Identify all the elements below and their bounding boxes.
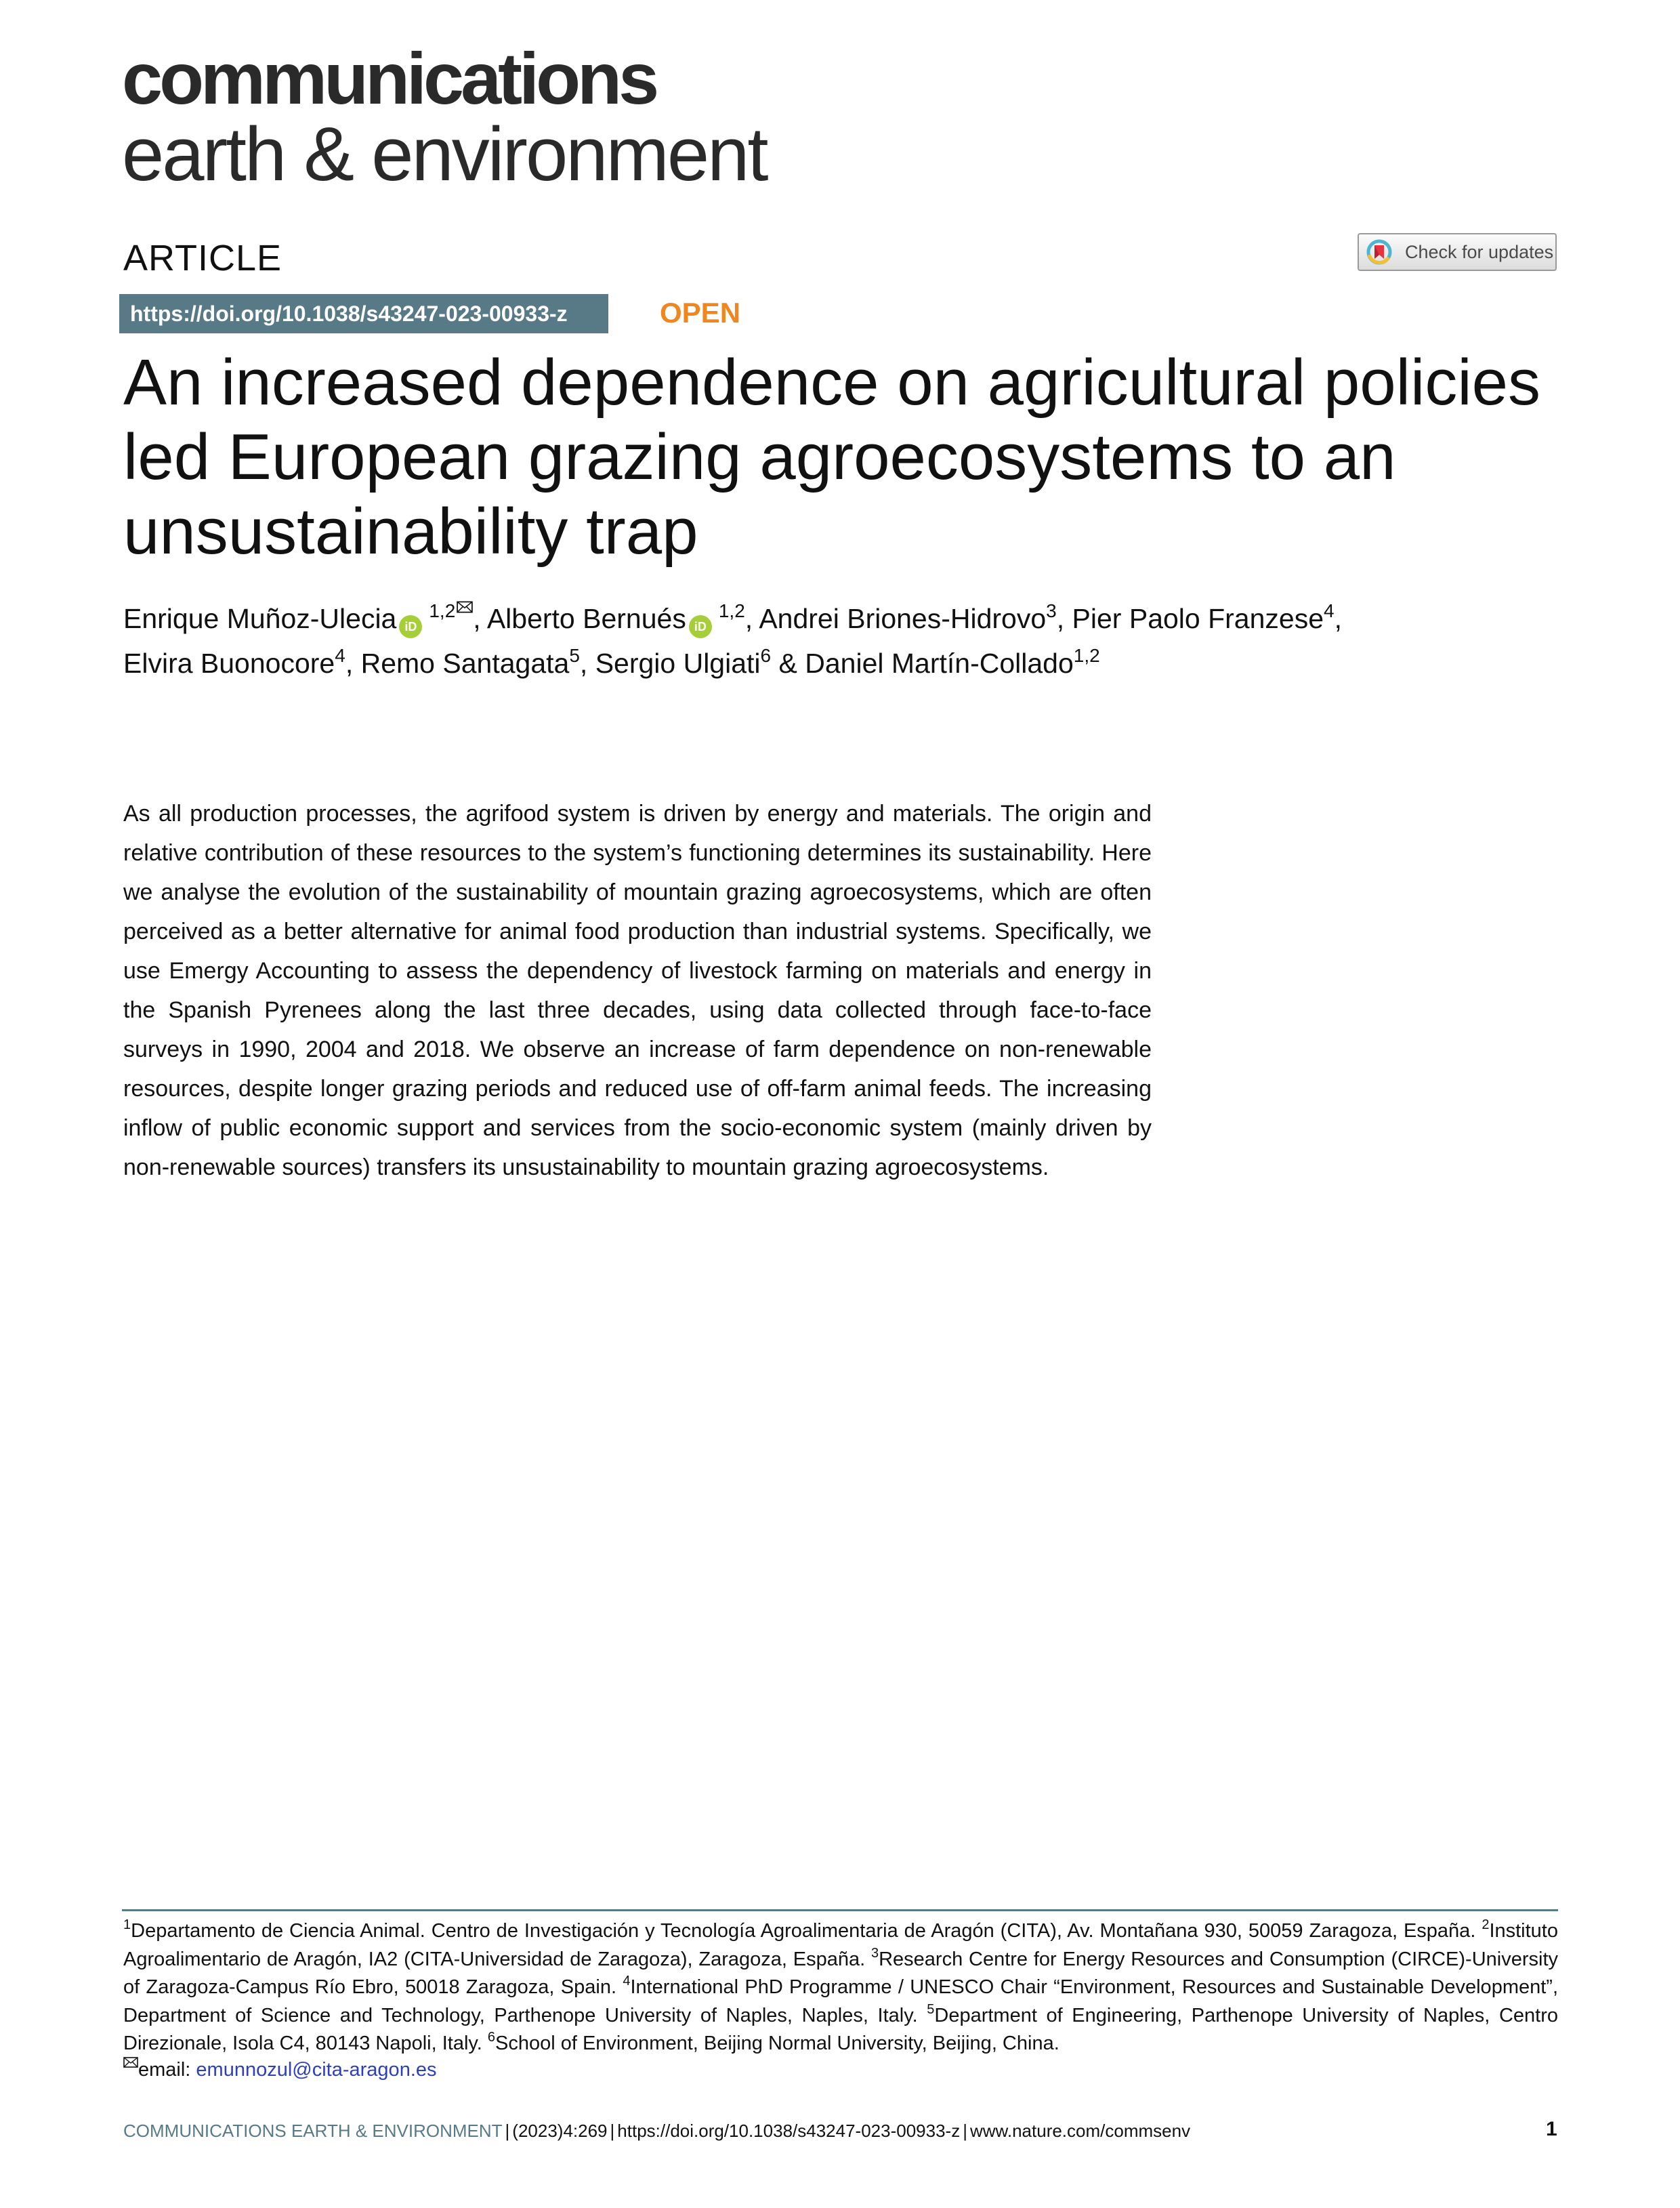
author-affiliation-ref: 5 xyxy=(569,645,580,666)
check-for-updates-button[interactable] xyxy=(1358,233,1557,271)
article-title: An increased dependence on agricultural policies led European grazing agroecosystems to an unsustainability trap xyxy=(123,346,1541,568)
email-label: email: xyxy=(138,2059,196,2081)
affiliation-number: 5 xyxy=(927,2001,935,2017)
affiliation-text: Instituto Agroalimentario de Aragón, IA2 (CITA-Universidad de Zaragoza), Zaragoza, España. xyxy=(123,1920,1558,1970)
author-affiliation-ref: 4 xyxy=(335,645,345,666)
orcid-icon[interactable]: iD xyxy=(399,615,422,638)
footnote-divider xyxy=(122,1909,1558,1911)
journal-subtitle: earth & environment xyxy=(122,112,767,196)
envelope-icon[interactable] xyxy=(457,601,473,613)
article-type-label: ARTICLE xyxy=(123,238,282,278)
affiliation-text: Department of Engineering, Parthenope University of Naples, Centro Direzionale, Isola C4, 80143 Napoli, Italy. xyxy=(123,2004,1558,2054)
crossmark-icon xyxy=(1366,238,1393,266)
author-name[interactable]: Remo Santagata xyxy=(360,648,570,679)
footer-separator: | xyxy=(610,2121,615,2141)
affiliations xyxy=(123,1917,1558,2058)
author-affiliation-ref: 1,2 xyxy=(429,600,456,621)
author-affiliation-ref: 3 xyxy=(1046,600,1057,621)
affiliation-number: 2 xyxy=(1482,1917,1490,1932)
envelope-icon xyxy=(123,2057,138,2068)
doi-link[interactable]: https://doi.org/10.1038/s43247-023-00933-z xyxy=(119,294,608,333)
affiliation-number: 3 xyxy=(870,1945,879,1961)
footer-journal: COMMUNICATIONS EARTH & ENVIRONMENT xyxy=(123,2121,503,2141)
corresponding-email xyxy=(123,2057,437,2081)
affiliation-number: 4 xyxy=(623,1974,631,1988)
author-affiliation-ref: 1,2 xyxy=(1073,645,1100,666)
author-name[interactable]: Alberto Bernués xyxy=(486,603,686,634)
author-list: Enrique Muñoz-Ulecia iD$^{1,2}$ , Alberto Bernués iD$^{1,2}$, Andrei Briones-Hidrovo$^3$, Pier Paolo Franzese$^4$, Elvira Buonocore$^4$, Remo Santagata$^5$, Sergio Ulgiati$^6$ & Daniel Martín-Collado$^{1,2}$ xyxy=(123,600,1342,679)
open-access-badge: OPEN xyxy=(660,297,741,329)
author-name[interactable]: Elvira Buonocore xyxy=(123,648,335,679)
affiliation-text: Departamento de Ciencia Animal. Centro de Investigación y Tecnología Agroalimentaria de Aragón (CITA), Av. Montañana 930, 50059 Zaragoza, España. xyxy=(131,1920,1482,1942)
footer-website-link[interactable]: www.nature.com/commsenv xyxy=(969,2121,1191,2141)
abstract: As all production processes, the agrifood system is driven by energy and materials. The origin and relative contribution of these resources to the system’s functioning determines its sustainability. Here we analyse the evolution of the sustainability of mountain grazing agroecosystems, which are often perceived as a better alternative for animal food production than industrial systems. Specifically, we use Emergy Accounting to assess the dependency of livestock farming on materials and energy in the Spanish Pyrenees along the last three decades, using data collected through face-to-face surveys in 1990, 2004 and 2018. We observe an increase of farm dependence on non-renewable resources, despite longer grazing periods and reduced use of off-farm animal feeds. The increasing inflow of public economic support and services from the socio-economic system (mainly driven by non-renewable sources) transfers its unsustainability to mountain grazing agroecosystems. xyxy=(123,801,1152,1180)
footer-separator: | xyxy=(505,2121,510,2141)
author-name[interactable]: Sergio Ulgiati xyxy=(595,648,761,679)
affiliation-text: International PhD Programme / UNESCO Chair “Environment, Resources and Sustainable Development”, Department of Science and Technology, Parthenope University of Naples, Naples, Italy. xyxy=(123,1976,1559,2026)
email-link[interactable]: emunnozul@cita-aragon.es xyxy=(196,2059,437,2081)
footer-separator: | xyxy=(963,2121,967,2141)
journal-name: communications xyxy=(122,37,656,119)
author-affiliation-ref: 1,2 xyxy=(718,600,745,621)
page-footer xyxy=(123,2121,1190,2142)
author-affiliation-ref: 6 xyxy=(760,645,772,666)
author-affiliation-ref: 4 xyxy=(1324,600,1335,621)
author-name[interactable]: Daniel Martín-Collado xyxy=(805,648,1074,679)
affiliation-text: School of Environment, Beijing Normal University, Beijing, China. xyxy=(495,2033,1059,2054)
author-name[interactable]: Pier Paolo Franzese xyxy=(1072,603,1324,634)
affiliation-text: Research Centre for Energy Resources and Consumption (CIRCE)-University of Zaragoza-Campus Río Ebro, 50018 Zaragoza, Spain. xyxy=(123,1948,1558,1998)
author-name[interactable]: Enrique Muñoz-Ulecia xyxy=(123,603,397,634)
check-for-updates-label: Check for updates xyxy=(1405,241,1554,262)
orcid-icon[interactable]: iD xyxy=(689,615,712,638)
footer-citation: (2023)4:269 xyxy=(512,2121,608,2141)
affiliation-number: 6 xyxy=(487,2030,495,2045)
footer-doi-link[interactable]: https://doi.org/10.1038/s43247-023-00933-z xyxy=(617,2121,961,2141)
page-number: 1 xyxy=(1546,2118,1557,2140)
author-name[interactable]: Andrei Briones-Hidrovo xyxy=(759,603,1047,634)
affiliation-number: 1 xyxy=(123,1917,131,1932)
